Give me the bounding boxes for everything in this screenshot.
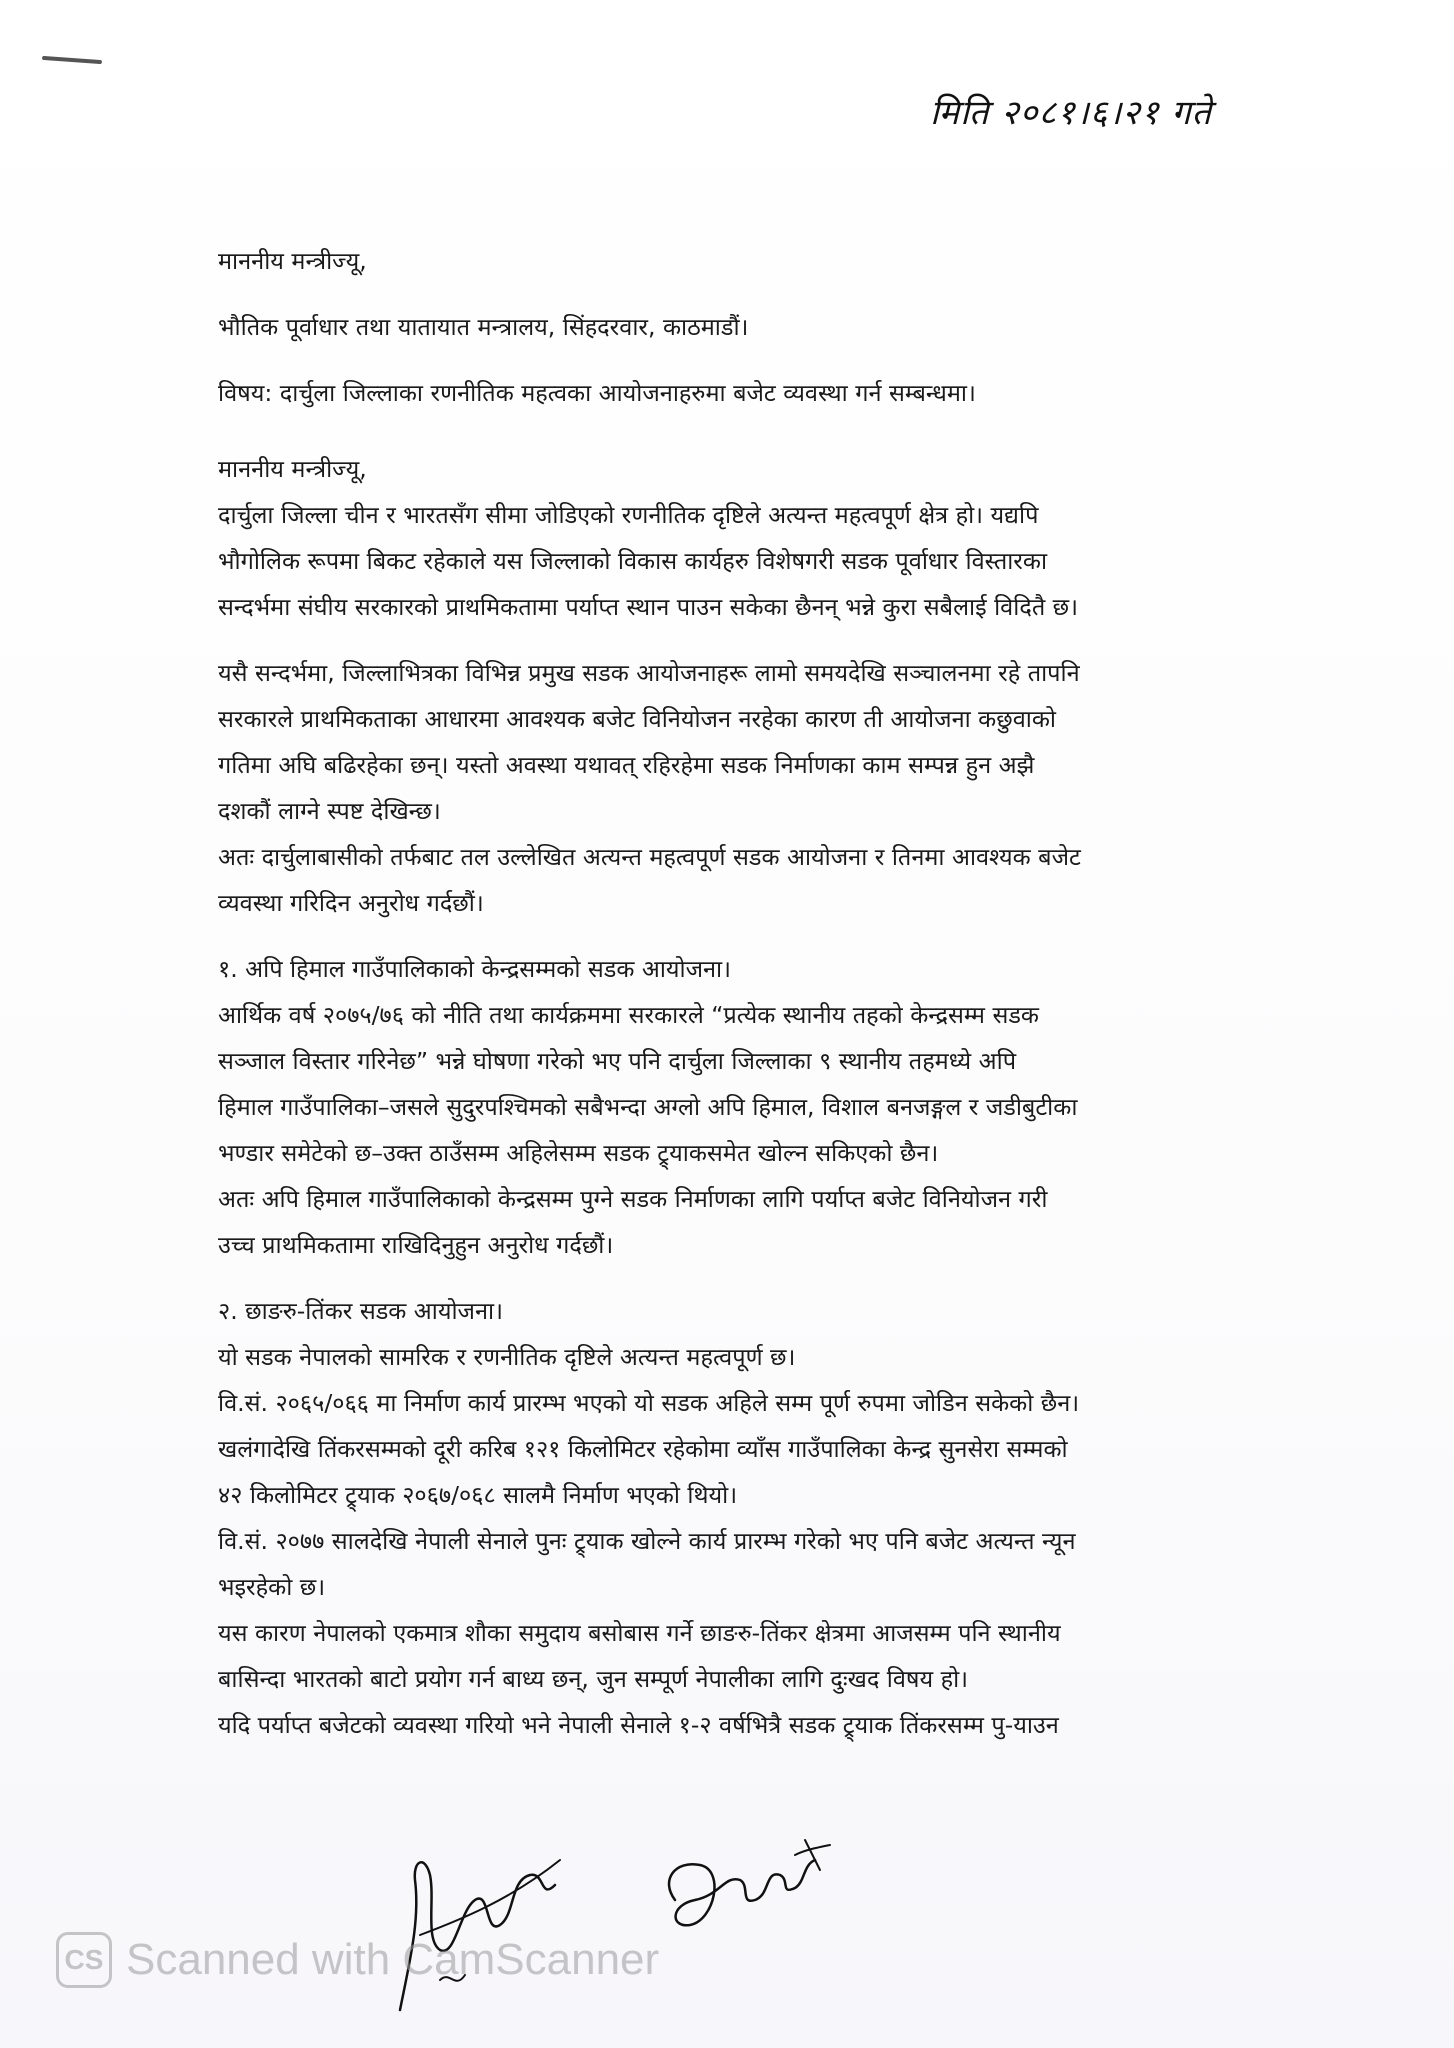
section-line: यदि पर्याप्त बजेटको व्यवस्था गरियो भने नेपाली सेनाले १-२ वर्षभित्रै सडक ट्र्याक तिंकरसम्म पु-याउन — [218, 1711, 1059, 1739]
paragraph-line: अतः दार्चुलाबासीको तर्फबाट तल उल्लेखित अत्यन्त महत्वपूर्ण सडक आयोजना र तिनमा आवश्यक बजेट — [218, 843, 1081, 871]
section-line: यो सडक नेपालको सामरिक र रणनीतिक दृष्टिले अत्यन्त महत्वपूर्ण छ। — [218, 1343, 796, 1371]
section-heading: १. अपि हिमाल गाउँपालिकाको केन्द्रसम्मको सडक आयोजना। — [218, 955, 732, 983]
subject-line: विषय: दार्चुला जिल्लाका रणनीतिक महत्वका आयोजनाहरुमा बजेट व्यवस्था गर्न सम्बन्धमा। — [218, 379, 976, 407]
salutation: माननीय मन्त्रीज्यू, — [218, 247, 367, 275]
paragraph-line: यसै सन्दर्भमा, जिल्लाभित्रका विभिन्न प्रमुख सडक आयोजनाहरू लामो समयदेखि सञ्चालनमा रहे तापनि — [218, 659, 1080, 687]
signature-2 — [655, 1830, 835, 1940]
watermark-text: Scanned with CamScanner — [126, 1935, 660, 1984]
paragraph-line: सरकारले प्राथमिकताका आधारमा आवश्यक बजेट विनियोजन नरहेका कारण ती आयोजना कछुवाको — [218, 705, 1056, 733]
section-line: हिमाल गाउँपालिका–जसले सुदुरपश्चिमको सबैभन्दा अग्लो अपि हिमाल, विशाल बनजङ्गल र जडीबुटीका — [218, 1093, 1078, 1121]
paragraph-line: दार्चुला जिल्ला चीन र भारतसँग सीमा जोडिएको रणनीतिक दृष्टिले अत्यन्त महत्वपूर्ण क्षेत्र हो। यद्यपि — [218, 501, 1039, 529]
section-line: वि.सं. २०७७ सालदेखि नेपाली सेनाले पुनः ट्र्याक खोल्ने कार्य प्रारम्भ गरेको भए पनि बजेट अत्यन्त न्यून — [218, 1527, 1076, 1555]
section-line: ४२ किलोमिटर ट्र्याक २०६७/०६८ सालमै निर्माण भएको थियो। — [218, 1481, 738, 1509]
addressee: भौतिक पूर्वाधार तथा यातायात मन्त्रालय, सिंहदरवार, काठमाडौं। — [218, 313, 749, 341]
section-line: उच्च प्राथमिकतामा राखिदिनुहुन अनुरोध गर्दछौं। — [218, 1231, 614, 1259]
paragraph-line: भौगोलिक रूपमा बिकट रहेकाले यस जिल्लाको विकास कार्यहरु विशेषगरी सडक पूर्वाधार विस्तारका — [218, 547, 1048, 575]
paragraph-line: दशकौं लाग्ने स्पष्ट देखिन्छ। — [218, 797, 441, 825]
salutation-repeat: माननीय मन्त्रीज्यू, — [218, 455, 367, 483]
camscanner-watermark — [56, 1930, 659, 1990]
section-line: सञ्जाल विस्तार गरिनेछ” भन्ने घोषणा गरेको भए पनि दार्चुला जिल्लाका ९ स्थानीय तहमध्ये अपि — [218, 1047, 1017, 1075]
section-line: अतः अपि हिमाल गाउँपालिकाको केन्द्रसम्म पुग्ने सडक निर्माणका लागि पर्याप्त बजेट विनियोजन गरी — [218, 1185, 1048, 1213]
section-line: भण्डार समेटेको छ–उक्त ठाउँसम्म अहिलेसम्म सडक ट्र्याकसमेत खोल्न सकिएको छैन। — [218, 1139, 939, 1167]
section-line: खलंगादेखि तिंकरसम्मको दूरी करिब १२१ किलोमिटर रहेकोमा व्याँस गाउँपालिका केन्द्र सुनसेरा सम्मको — [218, 1435, 1068, 1463]
paragraph-line: व्यवस्था गरिदिन अनुरोध गर्दछौं। — [218, 889, 484, 917]
section-line: भइरहेको छ। — [218, 1573, 326, 1601]
section-line: यस कारण नेपालको एकमात्र शौका समुदाय बसोबास गर्ने छाङरु-तिंकर क्षेत्रमा आजसम्म पनि स्थानीय — [218, 1619, 1061, 1647]
paragraph-line: सन्दर्भमा संघीय सरकारको प्राथमिकतामा पर्याप्त स्थान पाउन सकेका छैनन् भन्ने कुरा सबैलाई विदितै छ। — [218, 593, 1079, 621]
corner-pen-mark — [42, 56, 102, 64]
letter-body — [218, 238, 1258, 1748]
section-line: वि.सं. २०६५/०६६ मा निर्माण कार्य प्रारम्भ भएको यो सडक अहिले सम्म पूर्ण रुपमा जोडिन सकेको छैन। — [218, 1389, 1080, 1417]
section-line: आर्थिक वर्ष २०७५/७६ को नीति तथा कार्यक्रममा सरकारले “प्रत्येक स्थानीय तहको केन्द्रसम्म सडक — [218, 1001, 1039, 1029]
letter-date: मिति २०८१।६।२१ गते — [930, 93, 1212, 133]
paragraph-line: गतिमा अघि बढिरहेका छन्। यस्तो अवस्था यथावत् रहिरहेमा सडक निर्माणका काम सम्पन्न हुन अझै — [218, 751, 1035, 779]
section-line: बासिन्दा भारतको बाटो प्रयोग गर्न बाध्य छन्, जुन सम्पूर्ण नेपालीका लागि दुःखद विषय हो। — [218, 1665, 969, 1693]
section-heading: २. छाङरु-तिंकर सडक आयोजना। — [218, 1297, 504, 1325]
camscanner-logo-icon: CS — [56, 1932, 112, 1988]
